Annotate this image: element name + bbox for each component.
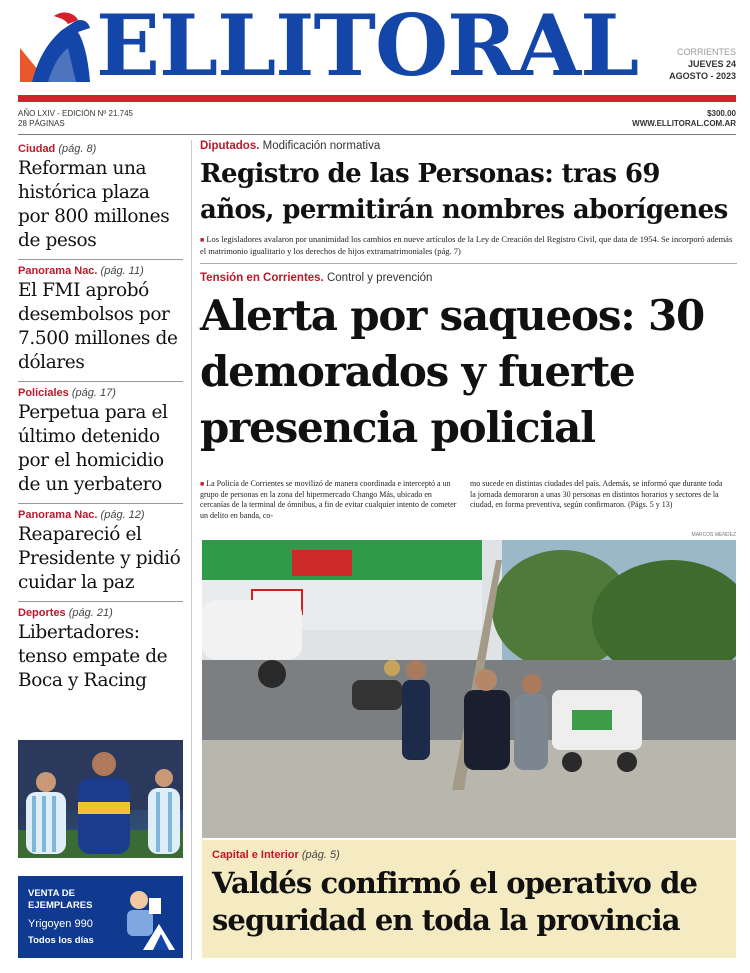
sidebar-item-policiales[interactable] bbox=[18, 382, 183, 504]
section-label: Tensión en Corrientes. bbox=[200, 272, 324, 284]
sidebar-item-presidente[interactable] bbox=[18, 504, 183, 602]
ad-line-2: EJEMPLARES bbox=[28, 900, 93, 911]
main-column bbox=[200, 138, 737, 456]
sidebar-headline: Reforman una histórica plaza por 800 millones de pesos bbox=[18, 158, 170, 251]
section-label: Ciudad bbox=[18, 143, 56, 155]
bullet-square-icon: ■ bbox=[200, 480, 205, 488]
newspaper-vendor-icon bbox=[113, 884, 175, 950]
page-ref: (pág. 12) bbox=[100, 509, 145, 521]
sidebar-headline: Reapareció el Presidente y pidió cuidar la paz bbox=[18, 524, 181, 593]
subsection-label: Control y prevención bbox=[326, 272, 433, 284]
sidebar bbox=[18, 138, 183, 699]
section-label: Panorama Nac. bbox=[18, 509, 98, 521]
page-ref: (pág. 5) bbox=[301, 849, 340, 861]
masthead-red-rule bbox=[18, 95, 736, 102]
police-street-scene bbox=[202, 540, 736, 838]
story-saqueos[interactable] bbox=[200, 270, 737, 456]
body-column-1: La Policía de Corrientes se movilizó de manera coordinada e interceptó a un grupo de personas en la zona del hipermercado Chango Más, ubicado en cercanías de la terminal de ómnibus, a fin de evitar cualquier intento de cometer un delito en banda, co- bbox=[200, 479, 457, 520]
section-label: Diputados. bbox=[200, 140, 260, 152]
sidebar-item-fmi[interactable] bbox=[18, 260, 183, 382]
story-valdes[interactable] bbox=[202, 840, 736, 958]
story-deck: Los legisladores avalaron por unanimidad los cambios en nueve artículos de la Ley de Creación del Registro Civil, que data de 1954. Se incorporó además el matrimonio igualitario y los derechos de hijos extramatrimoniales (pág. 7) bbox=[200, 234, 733, 256]
masthead-date-block bbox=[669, 46, 736, 82]
sidebar-item-deportes[interactable] bbox=[18, 602, 183, 699]
edition-number: AÑO LXIV - EDICIÓN Nº 21.745 bbox=[18, 109, 133, 118]
month-year: AGOSTO - 2023 bbox=[669, 71, 736, 81]
section-label: Deportes bbox=[18, 607, 66, 619]
city-label: CORRIENTES bbox=[676, 47, 736, 57]
column-divider bbox=[191, 140, 192, 960]
newspaper-title: ELLITORAL bbox=[96, 0, 639, 95]
ad-schedule: Todos los días bbox=[28, 935, 94, 946]
lead-headline: Alerta por saqueos: 30 demorados y fuerte presencia policial bbox=[200, 291, 705, 452]
photo-credit: MARCOS MENDEZ bbox=[691, 532, 736, 538]
bullet-square-icon: ■ bbox=[200, 236, 205, 244]
story-registro[interactable] bbox=[200, 138, 737, 264]
story-headline: Valdés confirmó el operativo de seguridad en toda la provincia bbox=[212, 866, 698, 937]
football-players-illustration bbox=[18, 740, 183, 858]
sidebar-headline: Libertadores: tenso empate de Boca y Racing bbox=[18, 622, 168, 691]
page-ref: (pág. 11) bbox=[100, 265, 144, 277]
ad-line-1: VENTA DE bbox=[28, 888, 75, 899]
football-photo[interactable] bbox=[18, 740, 183, 858]
section-label: Capital e Interior bbox=[212, 849, 299, 861]
rooster-logo-icon bbox=[18, 8, 94, 84]
section-label: Panorama Nac. bbox=[18, 265, 98, 277]
weekday-date: JUEVES 24 bbox=[687, 59, 736, 69]
lead-photo[interactable] bbox=[202, 540, 736, 838]
page-ref: (pág. 17) bbox=[71, 387, 116, 399]
sidebar-headline: El FMI aprobó desembolsos por 7.500 millones de dólares bbox=[18, 280, 178, 373]
sidebar-item-ciudad[interactable] bbox=[18, 138, 183, 260]
website-link[interactable]: WWW.ELLITORAL.COM.AR bbox=[632, 119, 736, 128]
edition-line bbox=[18, 107, 736, 135]
masthead bbox=[0, 0, 750, 100]
page-count: 28 PÁGINAS bbox=[18, 119, 65, 128]
ad-address: Yrigoyen 990 bbox=[28, 918, 93, 930]
sidebar-headline: Perpetua para el último detenido por el homicidio de un yerbatero bbox=[18, 402, 168, 495]
story-headline: Registro de las Personas: tras 69 años, permitirán nombres aborígenes bbox=[200, 159, 728, 225]
price: $300.00 bbox=[707, 109, 736, 118]
page-ref: (pág. 21) bbox=[68, 607, 113, 619]
section-label: Policiales bbox=[18, 387, 69, 399]
subsection-label: Modificación normativa bbox=[262, 140, 381, 152]
sales-ad[interactable] bbox=[18, 876, 183, 958]
page-ref: (pág. 8) bbox=[58, 143, 97, 155]
body-column-2: mo sucede en distintas ciudades del país. Además, se informó que durante toda la jornada demoraron a unas 30 personas en distintos horarios y sectores de la ciudad, en forma preventiva, según confirmaron. (Págs. 5 y 13) bbox=[470, 479, 723, 509]
